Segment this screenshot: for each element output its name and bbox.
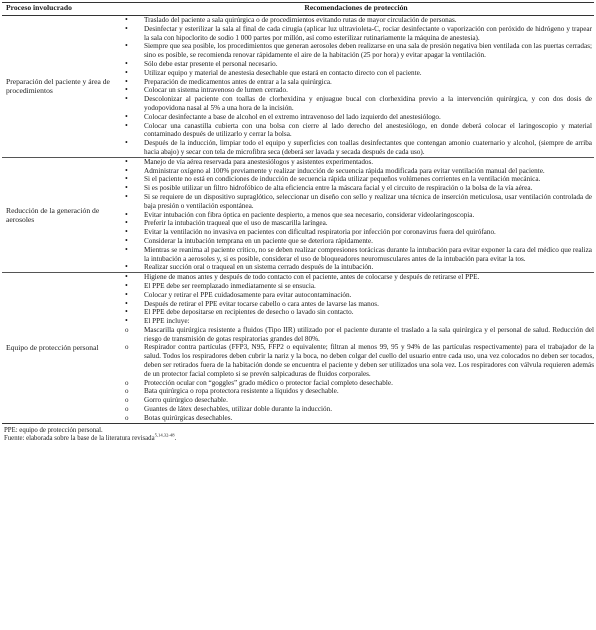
list-item: • Evitar intubación con fibra óptica en paciente despierto, a menos que sea necesario, considerar videolaringoscopia. xyxy=(118,211,592,220)
list-item: • Sólo debe estar presente el personal necesario. xyxy=(118,60,592,69)
list-item: • Considerar la intubación temprana en un paciente que se deteriora rápidamente. xyxy=(118,237,592,246)
list-item: • Colocar una canastilla cubierta con una bolsa con cierre al lado derecho del anestesiólogo, en donde deberá colocar el laringoscopio y material contaminado después de utilizarlo y cerrar la bolsa. xyxy=(118,122,592,140)
sub-list-item: o Gorro quirúrgico desechable. xyxy=(118,396,594,405)
source-references: 5,14,32-48 xyxy=(154,432,175,438)
list-item: • Después de la inducción, limpiar todo el equipo y superficies con toallas desinfectantes que contengan amonio cuaternario y alcohol, (siempre de arriba hacia abajo) y secar con tela de microfibra seca (deberá ser lavada y secada después de cada uso). xyxy=(118,139,592,157)
sub-list xyxy=(118,326,594,423)
sub-list-item: o Guantes de látex desechables, utilizar doble durante la inducción. xyxy=(118,405,594,414)
list-item: • El PPE incluye: xyxy=(118,317,592,326)
sub-list-item: o Respirador contra partículas (FFP3, N95, FFP2 o equivalente; filtran al menos 99, 95 y 94% de las partículas respectivamente) para el trabajador de la salud. Todos los respiradores deben cubrir la nariz y la boca, no deben colgar del cuello del usuario entre cada uso, una vez colocados no deben ser tocados, deben ser retirados fuera de la habitación donde se encuentra el paciente y deben ser utilizados una sola vez. Los respiradores con válvula requieren además de un protector facial completo si se prevén salpicaduras de fluidos corporales. xyxy=(118,343,594,378)
list-item: • Descolonizar al paciente con toallas de clorhexidina y enjuague bucal con clorhexidina previo a la intervención quirúrgica, y con dos dosis de yodopovidona nasal al 5% a una hora de la incisión. xyxy=(118,95,592,113)
list-item: • El PPE debe ser reemplazado inmediatamente si se ensucia. xyxy=(118,282,592,291)
sub-list-item: o Botas quirúrgicas desechables. xyxy=(118,414,594,423)
list-item: • Si el paciente no está en condiciones de inducción de secuencia rápida utilizar pequeños volúmenes corrientes en la ventilación mecánica. xyxy=(118,175,592,184)
list-item: • Preparación de medicamentos antes de entrar a la sala quirúrgica. xyxy=(118,78,592,87)
list-item: • Si es posible utilizar un filtro hidrofóbico de alta eficiencia entre la máscara facial y el circuito de respiración o la bolsa de la vía aérea. xyxy=(118,184,592,193)
process-label: Reducción de la generación de aerosoles xyxy=(2,157,118,272)
list-item: • Mientras se reanima al paciente crítico, no se deben realizar compresiones torácicas durante la intubación para evitar exponer la cara del médico que realiza la intubación a aerosoles y, si es posible, considerar el uso de bloqueadores neuromusculares antes de la intubación para evitar la tos. xyxy=(118,246,592,264)
sub-list-item: o Bata quirúrgica o ropa protectora resistente a líquidos y desechable. xyxy=(118,387,594,396)
process-label: Equipo de protección personal xyxy=(2,273,118,424)
list-item: • Colocar un sistema intravenoso de lumen cerrado. xyxy=(118,86,592,95)
recommendations-cell xyxy=(118,16,594,158)
table-header-row xyxy=(2,3,594,16)
recommendations-cell xyxy=(118,157,594,272)
list-item: • Manejo de vía aérea reservada para anestesiólogos y asistentes experimentados. xyxy=(118,158,592,167)
list-item: • Traslado del paciente a sala quirúrgica o de procedimientos evitando rutas de mayor circulación de personas. xyxy=(118,16,592,25)
list-item: • Higiene de manos antes y después de todo contacto con el paciente, antes de colocarse y después de retirarse el PPE. xyxy=(118,273,592,282)
recommendations-cell xyxy=(118,273,594,424)
source-text: Fuente: elaborada sobre la base de la literatura revisada xyxy=(4,435,155,443)
header-process: Proceso involucrado xyxy=(2,3,118,16)
recommendations-table xyxy=(2,2,594,424)
source-note xyxy=(4,432,596,443)
list-item: • Si se requiere de un dispositivo supraglótico, seleccionar un diseño con sello y realizar una técnica de inserción meticulosa, usar ventilación controlada de baja presión o ventilación espontánea. xyxy=(118,193,592,211)
sub-list-item: o Mascarilla quirúrgica resistente a fluidos (Tipo IIR) utilizado por el paciente durante el traslado a la sala quirúrgica y el personal de salud. Reducción del riesgo de transmisión de gotas respiratorias grandes del 80%. xyxy=(118,326,594,344)
list-item: • Desinfectar y esterilizar la sala al final de cada cirugía (aplicar luz ultravioleta-C, rociar desinfectante o vaporización con peróxido de hidrógeno y trapear la sala con hipoclorito de sodio 1 000 partes por millón, así como esterilizar rutinariamente la máquina de anestesia). xyxy=(118,25,592,43)
header-recommendations: Recomendaciones de protección xyxy=(118,3,594,16)
section-row-ppe xyxy=(2,273,594,424)
list-item: • Preferir la intubación traqueal que el uso de mascarilla laríngea. xyxy=(118,219,592,228)
section-row-aerosols xyxy=(2,157,594,272)
list-item: • Colocar y retirar el PPE cuidadosamente para evitar autocontaminación. xyxy=(118,291,592,300)
source-end: . xyxy=(174,435,177,443)
bullet-list xyxy=(118,273,594,326)
list-item: • Utilizar equipo y material de anestesia desechable que estará en contacto directo con el paciente. xyxy=(118,69,592,78)
list-item: • Colocar desinfectante a base de alcohol en el extremo intravenoso del lado izquierdo del anestesiólogo. xyxy=(118,113,592,122)
bullet-list xyxy=(118,16,594,157)
abbreviation-note: PPE: equipo de protección personal. xyxy=(4,426,103,434)
sub-list-item: o Protección ocular con “goggles” grado médico o protector facial completo desechable. xyxy=(118,379,594,388)
section-row-preparation xyxy=(2,16,594,158)
list-item: • Realizar succión oral o traqueal en un sistema cerrado después de la intubación. xyxy=(118,263,592,272)
bullet-list xyxy=(118,158,594,272)
list-item: • Siempre que sea posible, los procedimientos que generan aerosoles deben realizarse en una sala de presión negativa bien ventilada con las puertas cerradas; sino es posible, se recomienda renovar rápidamente el aire de la habitación (25 por hora) y evitar apagar la ventilación. xyxy=(118,42,592,60)
list-item: • Administrar oxígeno al 100% previamente y realizar inducción de secuencia rápida modificada para evitar ventilación manual del paciente. xyxy=(118,167,592,176)
process-label: Preparación del paciente y área de procedimientos xyxy=(2,16,118,158)
list-item: • Evitar la ventilación no invasiva en pacientes con dificultad respiratoria por infección por coronavirus fuera del quirófano. xyxy=(118,228,592,237)
list-item: • Después de retirar el PPE evitar tocarse cabello o cara antes de lavarse las manos. xyxy=(118,300,592,309)
table-footnotes xyxy=(4,427,596,444)
list-item: • El PPE debe depositarse en recipientes de desecho o lavado sin contacto. xyxy=(118,308,592,317)
